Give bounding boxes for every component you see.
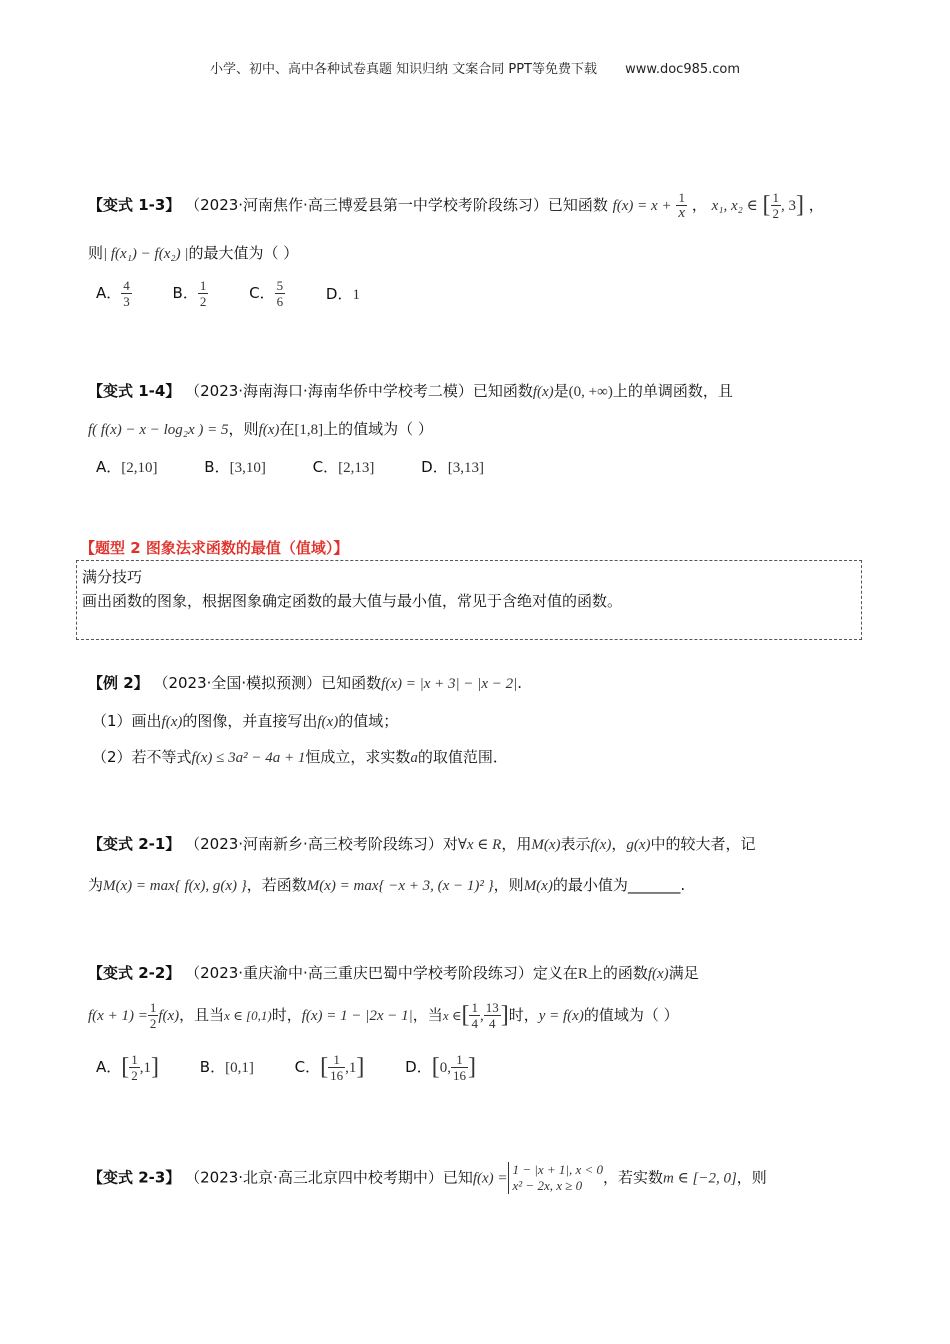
v13-frac: $\frac{1}{x}$: [678, 190, 686, 221]
v21-line1: 【变式 2-1】 （2023·河南新乡·高三校考阶段练习）对∀x ∈ R，用M(x)表示f(x)，g(x)中的较大者，记: [88, 835, 756, 853]
v22-option-a[interactable]: A．[ $\frac{1}{2}$ ,1]: [96, 1052, 160, 1083]
v14-t4: 在: [279, 420, 295, 438]
v14-t1: 是: [553, 382, 569, 400]
ex2-q1: （1）画出f(x)的图像，并直接写出f(x)的值域；: [92, 712, 399, 730]
v13-int-tail: , 3: [781, 198, 796, 214]
v13-option-d[interactable]: D．1: [325, 285, 360, 303]
ex2-line1: [88, 672, 522, 693]
ex2-tag: 【例 2】: [88, 674, 149, 692]
v13-l2-pre: 则: [88, 244, 104, 262]
ex2-func: f(x) = |x + 3| − |x − 2|: [381, 676, 518, 692]
v22-line2: f(x + 1) = $\frac{1}{2}$ f(x)，且当x ∈ [0,1)时，f(x) = 1 − |2x − 1|，当x ∈[ $\frac{1}{4}$ , $\frac{13}{4}$ ]时，y = f(x)的值域为（ ）: [88, 1000, 679, 1031]
v13-comma: ，: [691, 196, 707, 214]
v14-option-c[interactable]: C．[2,13]: [312, 458, 375, 476]
v13-l2-post: 的最大值为（ ）: [188, 244, 299, 262]
v13-option-c[interactable]: C． $\frac{5}{6}$: [249, 278, 284, 309]
v13-tag: 【变式 1-3】: [88, 196, 181, 214]
v14-option-d[interactable]: D．[3,13]: [421, 458, 484, 476]
v14-line2: [88, 418, 433, 439]
v14-option-a[interactable]: A．[2,10]: [96, 458, 158, 476]
ex2-q2: （2）若不等式f(x) ≤ 3a² − 4a + 1恒成立，求实数a的取值范围．: [92, 748, 508, 766]
v14-interval: [1,8]: [294, 422, 324, 438]
v14-source: （2023·海南海口·海南华侨中学校考二模）已知函数: [185, 382, 533, 400]
v13-lbracket: [: [762, 192, 771, 218]
v13-options: [96, 278, 396, 309]
v22-option-b[interactable]: B．[0,1]: [199, 1058, 254, 1076]
v14-options: [96, 456, 520, 477]
v13-rbracket: ]: [796, 192, 804, 218]
v13-cond: x₁, x₂ ∈: [711, 198, 758, 214]
v21-line2: 为M(x) = max{ f(x), g(x) }，若函数M(x) = max{ −x + 3, (x − 1)² }，则M(x)的最小值为_______.: [88, 876, 686, 894]
v13-source: （2023·河南焦作·高三博爱县第一中学校考阶段练习）已知函数: [185, 196, 608, 214]
v13-line2: [88, 242, 298, 263]
v13-func: f(x) = x +: [612, 198, 672, 214]
v23-piecewise: 1 − |x + 1|, x < 0 x² − 2x, x ≥ 0: [508, 1162, 604, 1194]
v22-line1: 【变式 2-2】 （2023·重庆渝中·高三重庆巴蜀中学校考阶段练习）定义在R上的函数f(x)满足: [88, 964, 699, 982]
v13-end: ，: [808, 196, 824, 214]
v22-options: [96, 1052, 512, 1083]
v14-fx2: f(x): [258, 422, 280, 438]
v23-line1: 【变式 2-3】 （2023·北京·高三北京四中校考期中）已知f(x) = 1 − |x + 1|, x < 0 x² − 2x, x ≥ 0 ，若实数m ∈ [−2, 0]，则: [88, 1162, 767, 1193]
tip-body: 画出函数的图象，根据图象确定函数的最大值与最小值，常见于含绝对值的函数。: [82, 592, 623, 610]
v14-line1: [88, 380, 733, 401]
v14-t3: ，则: [228, 420, 259, 438]
v21-tag: 【变式 2-1】: [88, 835, 181, 853]
v14-t2: 上的单调函数，且: [612, 382, 733, 400]
page-header: [0, 58, 950, 77]
header-text: 小学、初中、高中各种试卷真题 知识归纳 文案合同 PPT等免费下载: [209, 62, 597, 77]
v13-int-frac: $\frac{1}{2}$: [772, 190, 779, 221]
v13-l2-expr: | f(x₁) − f(x₂) |: [103, 246, 189, 262]
type2-title: 【题型 2 图象法求函数的最值（值域）】: [80, 539, 349, 557]
header-url[interactable]: www.doc985.com: [625, 62, 741, 77]
v14-eq: f( f(x) − x − log₂x ) = 5: [88, 422, 229, 438]
v14-domain: (0, +∞): [568, 384, 613, 400]
v14-tag: 【变式 1-4】: [88, 382, 181, 400]
v13-option-a[interactable]: A． $\frac{4}{3}$: [96, 278, 130, 309]
tip-title: 满分技巧: [82, 568, 143, 586]
ex2-source: （2023·全国·模拟预测）已知函数: [153, 674, 382, 692]
v22-option-c[interactable]: C．[ $\frac{1}{16}$ ,1]: [294, 1052, 365, 1083]
v23-tag: 【变式 2-3】: [88, 1168, 181, 1187]
v14-t5: 上的值域为（ ）: [323, 420, 433, 438]
v14-option-b[interactable]: B．[3,10]: [204, 458, 266, 476]
v13-line1: [88, 190, 824, 221]
v22-option-d[interactable]: D．[0, $\frac{1}{16}$ ]: [405, 1052, 476, 1083]
ex2-end: .: [517, 674, 523, 692]
v14-fx: f(x): [532, 384, 554, 400]
v22-tag: 【变式 2-2】: [88, 964, 181, 982]
v13-option-b[interactable]: B． $\frac{1}{2}$: [172, 278, 207, 309]
